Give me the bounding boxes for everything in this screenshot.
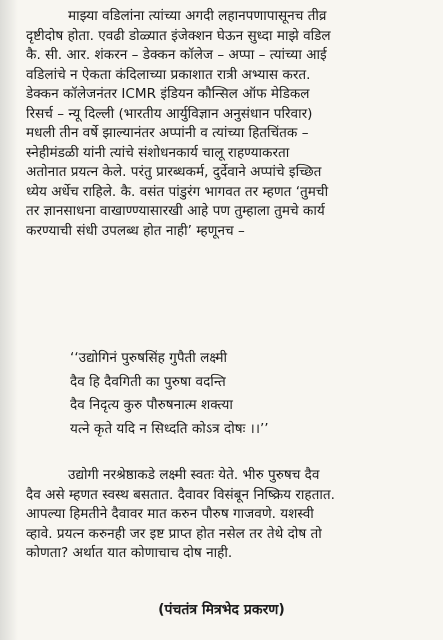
paragraph-1-line: अतोनात प्रयत्न केले. परंतु प्रारब्धकर्म, दुर्देवाने अप्पांचे इच्छित [26,164,322,180]
paragraph-2-line: कोणता? अर्थात यात कोणाचाच दोष नाही. [26,545,233,561]
paragraph-1-line: तर ज्ञानसाधना वाखाण्ण्यासारखी आहे पण तुम्हाला तुमचे कार्य [26,203,325,219]
paragraph-1-line: ध्येय अर्धेच राहिले. कै. वसंत पांडुरंग भागवत तर म्हणत ‘तुमची [26,183,329,200]
paragraph-1-line: कै. सी. आर. शंकरन – डेक्कन कॉलेज – अप्पा – त्यांच्या आई [26,47,327,63]
paragraph-2-line: उद्योगी नरश्रेष्ठाकडे लक्ष्मी स्वतः येते. भीरु पुरुषच दैव [68,467,320,483]
verse-line: यत्ने कृते यदि न सिध्दति कोऽत्र दोषः ।।’’ [70,420,269,437]
verse-line: ‘‘उद्योगिनं पुरुषसिंह गुपैती लक्ष्मी [70,350,228,366]
source-citation: (पंचतंत्र मित्रभेद प्रकरण) [158,602,285,618]
page-fold-shadow [0,0,18,640]
paragraph-1-line: मधली तीन वर्षे झाल्यानंतर अप्पांनी व त्यांच्या हितचिंतक – [26,125,309,141]
paragraph-2-line: आपल्या हिमतीने दैवावर मात करुन पौरुष गाजवणे. यशस्वी [26,506,314,522]
paragraph-1-line: माझ्या वडिलांना त्यांच्या अगदी लहानपणापासूनच तीव्र [68,8,327,24]
sanskrit-verse [70,347,410,441]
verse-line: दैव निदृत्य कुरु पौरुषनात्म शक्त्या [70,397,233,413]
verse-line: दैव हि दैवगिती का पुरुषा वदन्ति [70,373,226,390]
paragraph-1 [26,7,434,241]
paragraph-1-line: दृष्टीदोष होता. एवढी डोळ्यात इंजेक्शन घेऊन सुध्दा माझे वडिल [26,27,331,44]
paragraph-2 [26,466,434,564]
paragraph-2-line: व्हावे. प्रयत्न करुनही जर इष्ट प्राप्त होत नसेल तर तेथे दोष तो [26,525,322,542]
paragraph-2-line: दैव असे म्हणत स्वस्थ बसतात. दैवावर विसंबून निष्क्रिय राहतात. [26,486,335,503]
paragraph-1-line: डेक्कन कॉलेजनंतर ICMR इंडियन कौन्सिल ऑफ मेडिकल [26,86,310,102]
paragraph-1-line: रिसर्च – न्यू दिल्ली (भारतीय आर्युविज्ञान अनुसंधान परिवार) [26,105,313,122]
paragraph-1-line: करण्याची संधी उपलब्ध होत नाही’ म्हणूनच – [26,222,245,239]
paragraph-1-line: वडिलांचे न ऐकता कंदिलाच्या प्रकाशात रात्री अभ्यास करत. [26,66,311,83]
paragraph-1-line: स्नेहीमंडळी यांनी त्यांचे संशोधनकार्य चालू राहण्याकरता [26,144,290,161]
